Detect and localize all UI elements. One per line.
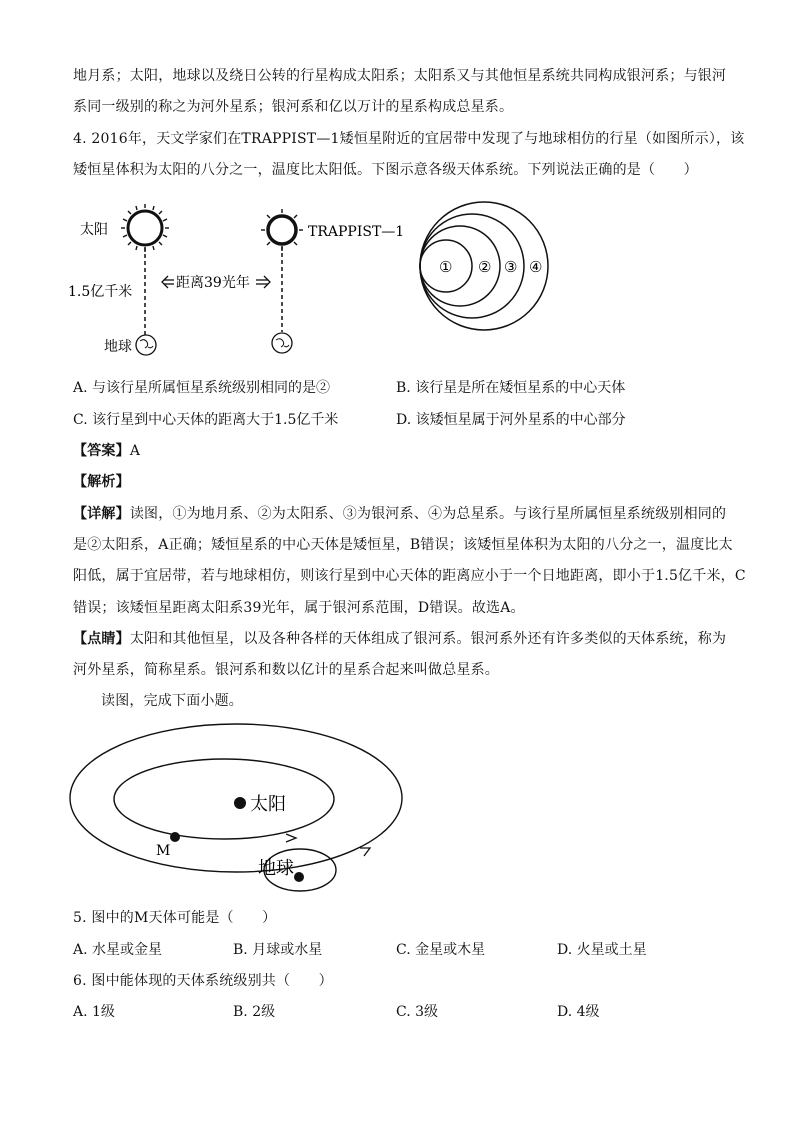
circle-label-4: ④: [529, 258, 543, 276]
detail-line-1: [73, 504, 726, 524]
sun-label: 太阳: [80, 222, 108, 238]
answer-value: A: [129, 443, 141, 459]
intro-line-2: 系同一级别的称之为河外星系；银河系和亿以万计的星系构成总星系。: [73, 99, 514, 115]
q5-stem: 5. 图中的M天体可能是（ ）: [73, 910, 277, 926]
q4-figure: [60, 190, 580, 370]
detail-text-1: 读图，①为地月系、②为太阳系、③为银河系、④为总星系。与该行星所属恒星系统级别相同的: [129, 506, 727, 522]
intro-line-1: 地月系；太阳，地球以及绕日公转的行星构成太阳系；太阳系又与其他恒星系统共同构成银河系；与银河: [73, 68, 727, 84]
orbit-arrow-icon: [286, 834, 370, 856]
star-icon: [261, 209, 303, 251]
q5-option-c[interactable]: C. 金星或木星: [396, 942, 486, 958]
tip-text-1: 太阳和其他恒星，以及各种各样的天体组成了银河系。银河系外还有许多类似的天体系统，称为: [129, 631, 727, 647]
detail-line-3: 阳低，属于宜居带，若与地球相仿，则该行星到中心天体的距离应小于一个日地距离，即小于1.5亿千米，C: [73, 568, 746, 584]
earth-icon: [136, 335, 156, 355]
q4-option-c[interactable]: C. 该行星到中心天体的距离大于1.5亿千米: [73, 412, 339, 428]
group-intro: 读图，完成下面小题。: [101, 693, 243, 709]
lightyear-label: 距离39光年: [176, 275, 250, 291]
answer-line: [73, 441, 140, 461]
distance-label: 1.5亿千米: [68, 284, 133, 300]
detail-line-4: 错误；该矮恒星距离太阳系39光年，属于银河系范围，D错误。故选A。: [73, 600, 525, 616]
m-label: M: [156, 843, 171, 859]
q6-option-a[interactable]: A. 1级: [73, 1004, 115, 1020]
tip-line-2: 河外星系，简称星系。银河系和数以亿计的星系合起来叫做总星系。: [73, 662, 499, 678]
q5-option-a[interactable]: A. 水星或金星: [73, 942, 163, 958]
earth-dot: [294, 872, 304, 882]
planet-icon: [272, 333, 292, 353]
m-dot: [170, 832, 180, 842]
answer-tag: 【答案】: [73, 443, 130, 459]
q6-option-d[interactable]: D. 4级: [557, 1004, 600, 1020]
tip-line-1: [73, 629, 726, 649]
q4-stem-line-2: 矮恒星体积为太阳的八分之一，温度比太阳低。下图示意各级天体系统。下列说法正确的是（ ）: [73, 162, 698, 178]
q5-option-d[interactable]: D. 火星或土星: [557, 942, 647, 958]
earth-label: 地球: [104, 339, 132, 355]
circle-label-1: ①: [439, 258, 453, 276]
tip-tag: 【点睛】: [73, 631, 130, 647]
q5-option-b[interactable]: B. 月球或水星: [233, 942, 323, 958]
analysis-tag: 【解析】: [73, 474, 130, 490]
q6-option-c[interactable]: C. 3级: [396, 1004, 439, 1020]
orbit-sun-label: 太阳: [250, 794, 286, 815]
orbit-earth-label: 地球: [258, 858, 294, 879]
orbit-figure: [60, 720, 420, 900]
q6-stem: 6. 图中能体现的天体系统级别共（ ）: [73, 973, 333, 989]
q4-stem-line-1: 4. 2016年，天文学家们在TRAPPIST—1矮恒星附近的宜居带中发现了与地球相仿的行星（如图所示），该: [73, 131, 745, 147]
q6-option-b[interactable]: B. 2级: [233, 1004, 276, 1020]
q4-option-a[interactable]: A. 与该行星所属恒星系统级别相同的是②: [73, 380, 331, 396]
star-label: TRAPPIST—1: [308, 224, 405, 240]
q4-option-b[interactable]: B. 该行星是所在矮恒星系的中心天体: [396, 380, 626, 396]
circle-label-3: ③: [504, 258, 518, 276]
sun-icon: [121, 204, 169, 252]
detail-tag: 【详解】: [73, 506, 130, 522]
detail-line-2: 是②太阳系，A正确；矮恒星系的中心天体是矮恒星，B错误；该矮恒星体积为太阳的八分之一，温度比太: [73, 537, 733, 553]
sun-dot: [234, 797, 246, 809]
q4-option-d[interactable]: D. 该矮恒星属于河外星系的中心部分: [396, 412, 626, 428]
circle-label-2: ②: [478, 258, 492, 276]
